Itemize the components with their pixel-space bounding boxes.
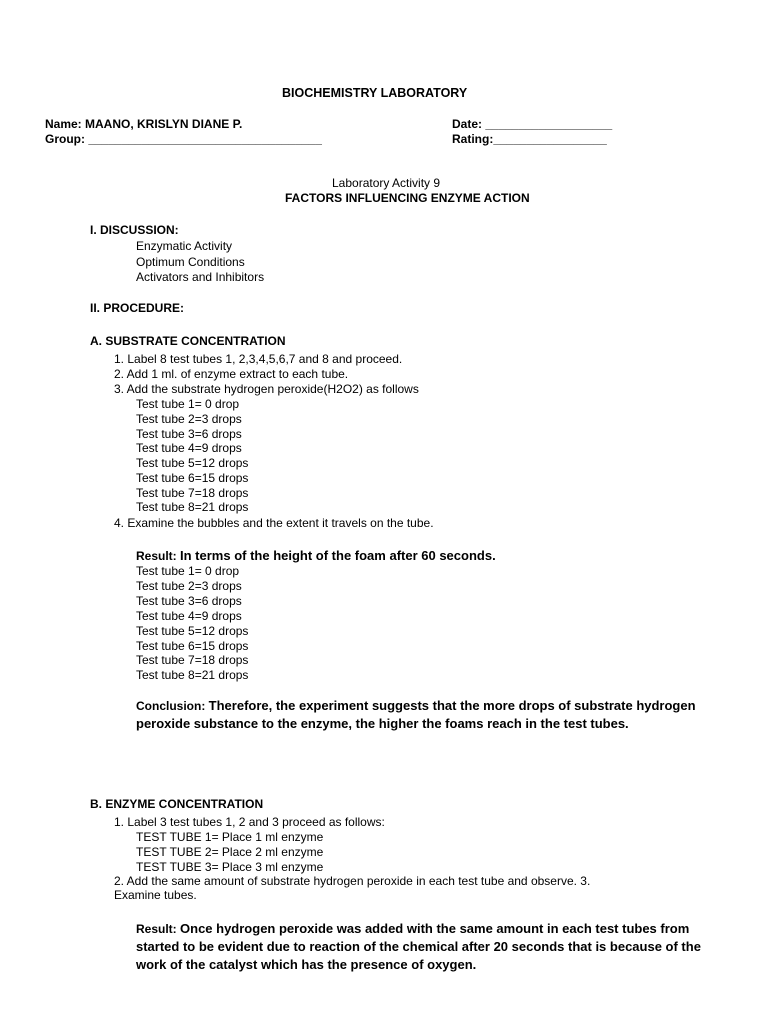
discussion-heading: I. DISCUSSION: bbox=[90, 223, 179, 237]
tube-line: Test tube 3=6 drops bbox=[136, 427, 242, 441]
result-tube-line: Test tube 1= 0 drop bbox=[136, 564, 240, 578]
result-b bbox=[136, 920, 701, 974]
result-tube-line: Test tube 5=12 drops bbox=[136, 624, 249, 638]
procedure-heading: II. PROCEDURE: bbox=[90, 301, 185, 315]
conclusion bbox=[136, 697, 696, 733]
procedure-step: 1. Label 3 test tubes 1, 2 and 3 proceed as follows: bbox=[114, 815, 385, 829]
result-tube-line: Test tube 6=15 drops bbox=[136, 639, 249, 653]
procedure-step: 4. Examine the bubbles and the extent it travels on the tube. bbox=[114, 516, 434, 530]
tube-line: Test tube 5=12 drops bbox=[136, 456, 249, 470]
result-text: Once hydrogen peroxide was added with the same amount in each test tubes from started to be evident due to reaction of the chemical after 20 seconds that is because of the work of the catalyst which has the presence of oxygen. bbox=[136, 921, 701, 972]
student-name: Name: MAANO, KRISLYN DIANE P. bbox=[45, 117, 243, 131]
result-label: Result: bbox=[136, 922, 177, 936]
tube-line: Test tube 7=18 drops bbox=[136, 486, 249, 500]
tube-line: TEST TUBE 1= Place 1 ml enzyme bbox=[136, 830, 324, 844]
tube-line: Test tube 4=9 drops bbox=[136, 441, 242, 455]
document-title: BIOCHEMISTRY LABORATORY bbox=[282, 86, 468, 100]
tube-line: Test tube 1= 0 drop bbox=[136, 397, 240, 411]
procedure-step: 2. Add 1 ml. of enzyme extract to each tube. bbox=[114, 367, 349, 381]
discussion-item: Optimum Conditions bbox=[136, 255, 245, 269]
result-text: In terms of the height of the foam after 60 seconds. bbox=[180, 548, 496, 563]
procedure-step: 1. Label 8 test tubes 1, 2,3,4,5,6,7 and 8 and proceed. bbox=[114, 352, 403, 366]
conclusion-text: Therefore, the experiment suggests that the more drops of substrate hydrogen peroxide substance to the enzyme, the higher the foams reach in the test tubes. bbox=[136, 698, 696, 731]
tube-line: Test tube 8=21 drops bbox=[136, 500, 249, 514]
group-field: Group: ___________________________________ bbox=[45, 132, 322, 146]
discussion-item: Activators and Inhibitors bbox=[136, 270, 265, 284]
discussion-item: Enzymatic Activity bbox=[136, 239, 233, 253]
result-tube-line: Test tube 4=9 drops bbox=[136, 609, 242, 623]
tube-line: Test tube 2=3 drops bbox=[136, 412, 242, 426]
result-tube-line: Test tube 2=3 drops bbox=[136, 579, 242, 593]
procedure-step: 3. Add the substrate hydrogen peroxide(H2O2) as follows bbox=[114, 382, 419, 396]
result-a bbox=[136, 548, 496, 564]
result-label: Result: bbox=[136, 549, 177, 563]
activity-title: FACTORS INFLUENCING ENZYME ACTION bbox=[285, 191, 530, 205]
conclusion-label: Conclusion: bbox=[136, 699, 206, 713]
tube-line: Test tube 6=15 drops bbox=[136, 471, 249, 485]
date-field: Date: ___________________ bbox=[452, 117, 613, 131]
result-tube-line: Test tube 8=21 drops bbox=[136, 668, 249, 682]
procedure-step: 2. Add the same amount of substrate hydrogen peroxide in each test tube and observe. 3. bbox=[114, 874, 591, 888]
section-a-heading: A. SUBSTRATE CONCENTRATION bbox=[90, 334, 286, 348]
result-tube-line: Test tube 7=18 drops bbox=[136, 653, 249, 667]
result-tube-line: Test tube 3=6 drops bbox=[136, 594, 242, 608]
rating-field: Rating:_________________ bbox=[452, 132, 607, 146]
tube-line: TEST TUBE 3= Place 3 ml enzyme bbox=[136, 860, 324, 874]
activity-number: Laboratory Activity 9 bbox=[332, 176, 441, 190]
procedure-step-continued: Examine tubes. bbox=[114, 888, 197, 902]
section-b-heading: B. ENZYME CONCENTRATION bbox=[90, 797, 264, 811]
tube-line: TEST TUBE 2= Place 2 ml enzyme bbox=[136, 845, 324, 859]
